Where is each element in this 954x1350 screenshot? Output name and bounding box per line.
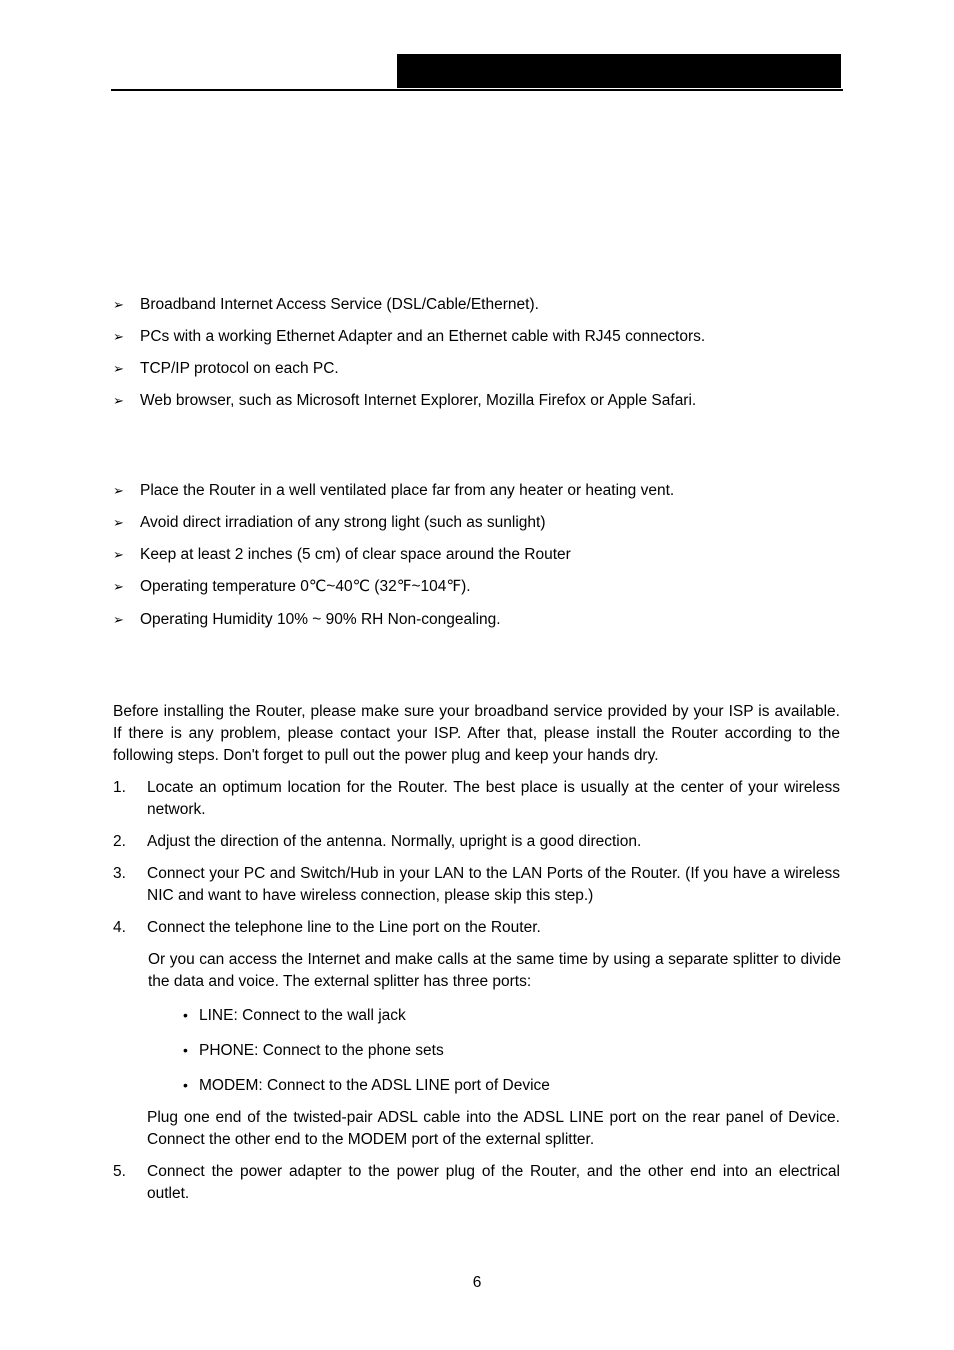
step-number: 3. (113, 865, 126, 882)
list-item: ➢ PCs with a working Ethernet Adapter and an Ethernet cable with RJ45 connectors. (113, 328, 706, 345)
installation-intro: Before installing the Router, please make sure your broadband service provided by your ISP is available. If there is any problem, please contact your ISP. After that, please install the Router according to the following steps. Don't forget to pull out the power plug and keep your hands dry. (113, 703, 840, 764)
header-bar (397, 54, 841, 88)
step-number: 5. (113, 1163, 126, 1180)
step-number: 1. (113, 779, 126, 796)
requirements-list (113, 296, 705, 424)
list-item: ➢ Web browser, such as Microsoft Internet Explorer, Mozilla Firefox or Apple Safari. (113, 392, 697, 409)
step-text: Connect the telephone line to the Line port on the Router. (147, 919, 541, 936)
splitter-port-phone: • PHONE: Connect to the phone sets (183, 1042, 444, 1059)
page-number: 6 (472, 1274, 482, 1291)
step-text: Connect the power adapter to the power plug of the Router, and the other end into an electrical outlet. (147, 1163, 840, 1202)
step-number: 2. (113, 833, 126, 850)
step-text: Adjust the direction of the antenna. Normally, upright is a good direction. (147, 833, 642, 850)
list-item: ➢ Broadband Internet Access Service (DSL/Cable/Ethernet). (113, 296, 539, 313)
arrow-bullet-icon: ➢ (113, 579, 124, 594)
arrow-bullet-icon: ➢ (113, 329, 124, 344)
arrow-bullet-icon: ➢ (113, 547, 124, 562)
list-item: ➢ Operating temperature 0℃~40℃ (32℉~104℉). (113, 578, 471, 595)
arrow-bullet-icon: ➢ (113, 515, 124, 530)
dot-bullet-icon: • (183, 1042, 188, 1058)
splitter-port-line: • LINE: Connect to the wall jack (183, 1007, 406, 1024)
arrow-bullet-icon: ➢ (113, 483, 124, 498)
dot-bullet-icon: • (183, 1077, 188, 1093)
list-item: ➢ Operating Humidity 10% ~ 90% RH Non-congealing. (113, 611, 501, 628)
splitter-port-modem: • MODEM: Connect to the ADSL LINE port of Device (183, 1077, 550, 1094)
list-item: ➢ Avoid direct irradiation of any strong light (such as sunlight) (113, 514, 546, 531)
arrow-bullet-icon: ➢ (113, 393, 124, 408)
step-number: 4. (113, 919, 126, 936)
splitter-intro: Or you can access the Internet and make calls at the same time by using a separate splitter to divide the data and voice. The external splitter has three ports: (148, 951, 841, 990)
step-text: Locate an optimum location for the Router. The best place is usually at the center of your wireless network. (147, 779, 840, 818)
list-item: ➢ TCP/IP protocol on each PC. (113, 360, 339, 377)
header-rule (111, 89, 843, 91)
arrow-bullet-icon: ➢ (113, 361, 124, 376)
dot-bullet-icon: • (183, 1007, 188, 1023)
adsl-note: Plug one end of the twisted-pair ADSL cable into the ADSL LINE port on the rear panel of Device. Connect the other end to the MODEM port of the external splitter. (147, 1109, 840, 1148)
step-text: Connect your PC and Switch/Hub in your LAN to the LAN Ports of the Router. (If you have a wireless NIC and want to have wireless connection, please skip this step.) (147, 865, 840, 904)
arrow-bullet-icon: ➢ (113, 612, 124, 627)
list-item: ➢ Place the Router in a well ventilated place far from any heater or heating vent. (113, 482, 675, 499)
arrow-bullet-icon: ➢ (113, 297, 124, 312)
list-item: ➢ Keep at least 2 inches (5 cm) of clear space around the Router (113, 546, 571, 563)
environment-list (113, 482, 674, 643)
